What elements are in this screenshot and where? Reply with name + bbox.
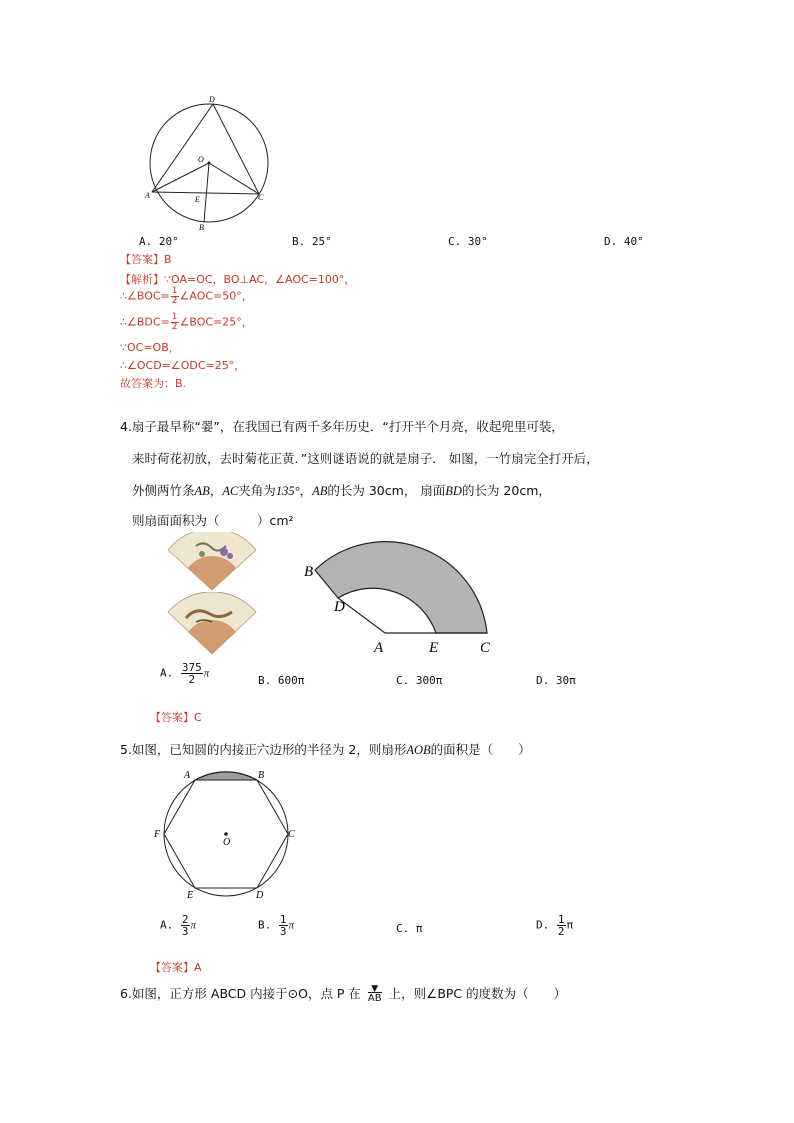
q3-option-a: A. 20° [139, 235, 179, 248]
q4-label-A: A [374, 640, 384, 656]
q5-label-O: O [223, 837, 231, 848]
q3-option-c: C. 30° [448, 235, 488, 248]
q4-text-line3: 外侧两竹条AB，AC夹角为135°，AB的长为 30cm， 扇面BD的长为 20cm， [132, 483, 551, 498]
q4-fan-photo-bottom [166, 592, 258, 658]
q3-answer [120, 251, 172, 267]
q3-answer-tag: 【答案】 [120, 253, 164, 266]
q3-label-B: B [199, 223, 204, 232]
q3-option-d: D. 40° [604, 235, 644, 248]
q3-segment-DC [213, 104, 259, 194]
q5-center-dot [224, 832, 228, 836]
q3-label-O: O [198, 155, 204, 164]
q6-arc-AB: ▼ AB [367, 984, 382, 1004]
q5-label-D: D [256, 890, 264, 900]
q5-option-a-fraction: $\frac{2}{3}$ [181, 913, 189, 938]
q3-analysis-text1: ∵OA=OC，BO⊥AC，∠AOC=100°， [164, 273, 356, 286]
q4-answer: 【答案】C [150, 711, 202, 724]
q3-analysis-text3a: ∴∠BDC= [120, 315, 170, 329]
q5-label-E: E [187, 890, 194, 900]
q3-circle-figure [140, 92, 290, 236]
q4-label-E: E [429, 640, 439, 656]
q3-segment-AC [152, 192, 259, 194]
q5-option-d: D. $\frac{1}{2}$ π [536, 913, 574, 938]
q5-option-b: B. $\frac{1}{3}$ π [258, 913, 295, 938]
q5-option-c: C. π [396, 922, 423, 935]
q4-label-B: B [304, 564, 314, 580]
q3-label-C: C [258, 193, 264, 202]
q5-label-F: F [154, 829, 161, 840]
q3-analysis-line3 [120, 313, 253, 332]
q5-hexagon-figure [150, 766, 300, 900]
q4-option-c: C. 300π [396, 674, 443, 687]
q3-label-A: A [145, 191, 150, 200]
q6-arc-mark-icon: ▼ [371, 984, 379, 994]
q3-label-D: D [209, 95, 215, 104]
q3-center-dot [208, 162, 211, 165]
q4-fan-photo-top [166, 532, 258, 592]
q4-label-C: C [480, 640, 491, 656]
q3-analysis-line6: 故答案为：B. [120, 377, 187, 390]
q4-shaded-ring [315, 542, 487, 633]
q3-half-fraction-2: $\frac{1}{2}$ [171, 312, 178, 332]
q5-answer: 【答案】A [150, 961, 202, 974]
q3-analysis-line4: ∵OC=OB， [120, 341, 180, 354]
q3-analysis-text2a: ∴∠BOC= [120, 289, 170, 303]
q3-analysis-tag: 【解析】 [120, 273, 164, 286]
q4-text-line4: 则扇面面积为（ ）cm² [132, 513, 294, 528]
q3-analysis-text3b: ∠BOC=25°， [179, 315, 253, 329]
q4-label-D: D [334, 599, 345, 615]
q3-analysis-text2b: ∠AOC=50°， [179, 289, 253, 303]
q4-option-b: B. 600π [258, 674, 305, 687]
q5-option-d-fraction: $\frac{1}{2}$ [557, 913, 565, 938]
q4-option-a: A. $\frac{375}{2}$ π [160, 661, 210, 686]
q5-label-B: B [258, 770, 265, 781]
q5-option-a: A. $\frac{2}{3}$ π [160, 913, 197, 938]
q3-label-E: E [195, 195, 200, 204]
q3-option-b: B. 25° [292, 235, 332, 248]
q3-half-fraction-1: $\frac{1}{2}$ [171, 286, 178, 306]
q5-label-A: A [184, 770, 191, 781]
q5-text-line1: 5.如图，已知圆的内接正六边形的半径为 2，则扇形AOB的面积是（ ） [120, 742, 531, 757]
q3-answer-value: B [164, 253, 172, 266]
q3-segment-DA [152, 104, 213, 192]
q3-analysis-line2 [120, 287, 253, 306]
q4-sector-figure [300, 540, 500, 658]
q3-analysis-line1 [120, 271, 355, 287]
q4-option-a-fraction: $\frac{375}{2}$ [181, 661, 202, 686]
q4-segment-AD [338, 598, 385, 633]
q3-segment-OA [152, 163, 209, 192]
q5-option-b-fraction: $\frac{1}{3}$ [279, 913, 287, 938]
q4-option-d: D. 30π [536, 674, 576, 687]
q5-label-C: C [288, 829, 295, 840]
q6-text-line1: 6.如图，正方形 ABCD 内接于⊙O，点 P 在 ▼ AB 上，则∠BPC 的度数为（ ） [120, 984, 567, 1004]
q4-text-line1: 4.扇子最早称“翣”，在我国已有两千多年历史．“打开半个月亮，收起兜里可装， [120, 419, 564, 434]
q3-analysis-line5: ∴∠OCD=∠ODC=25°， [120, 359, 246, 372]
q4-text-line2: 来时荷花初放，去时菊花正黄．”这则谜语说的就是扇子． 如图，一竹扇完全打开后， [132, 451, 599, 466]
